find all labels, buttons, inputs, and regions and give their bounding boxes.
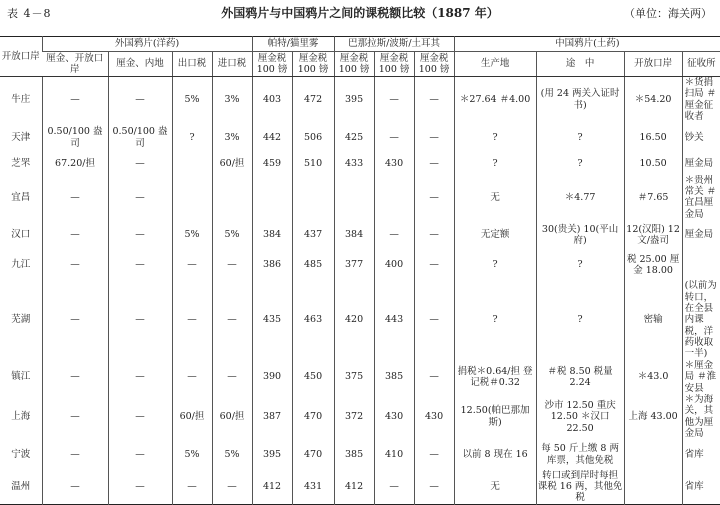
cell-e: 403 [252, 77, 292, 123]
cell-origin: 12.50(帕巴那加斯) [454, 394, 536, 440]
cell-c: 5% [172, 440, 212, 470]
cell-a: — [42, 220, 108, 250]
cell-port: 温州 [11, 480, 31, 492]
cell-port: 牛庄 [11, 94, 31, 106]
table-body [0, 77, 720, 505]
header-export-tax: 出口税 [172, 52, 212, 77]
table-row [0, 153, 720, 175]
cell-h: — [374, 220, 414, 250]
cell-h: 430 [374, 153, 414, 175]
table-row [0, 220, 720, 250]
header-benares-lijin3: 厘金税100 镑 [414, 52, 454, 77]
cell-collector: ＊厘金局 ＃淮安县 [682, 360, 720, 394]
cell-a: — [42, 280, 108, 360]
cell-f: 472 [292, 77, 334, 123]
cell-b: — [108, 360, 172, 394]
cell-i: — [414, 175, 454, 221]
cell-e: 390 [252, 360, 292, 394]
cell-d: 5% [212, 440, 252, 470]
cell-openport: 税 25.00 厘金 18.00 [624, 250, 682, 280]
cell-a: 67.20/担 [42, 153, 108, 175]
cell-c: 60/担 [172, 394, 212, 440]
tax-comparison-table [0, 36, 720, 505]
cell-e: 412 [252, 470, 292, 505]
cell-port: 上海 [11, 411, 31, 423]
cell-origin: ? [454, 250, 536, 280]
cell-d: — [212, 250, 252, 280]
cell-port: 芜湖 [11, 314, 31, 326]
cell-collector: 省库 [682, 470, 720, 505]
cell-c: — [172, 470, 212, 505]
header-lijin-port: 厘金、开放口岸 [42, 52, 108, 77]
cell-transit: (用 24 两关入证时书) [536, 77, 624, 123]
table-caption [0, 0, 720, 22]
cell-collector: 厘金局 [682, 153, 720, 175]
cell-origin: ? [454, 123, 536, 153]
header-port: 开放口岸 [0, 37, 42, 77]
table-row [0, 440, 720, 470]
cell-b: — [108, 394, 172, 440]
cell-g: 375 [334, 360, 374, 394]
cell-g: 384 [334, 220, 374, 250]
cell-d: 5% [212, 220, 252, 250]
cell-openport: 16.50 [624, 123, 682, 153]
header-collector: 征收所 [682, 52, 720, 77]
cell-h: — [374, 470, 414, 505]
cell-origin: 无定额 [454, 220, 536, 250]
header-lijin-inland: 厘金、内地 [108, 52, 172, 77]
cell-g: 425 [334, 123, 374, 153]
table-row [0, 250, 720, 280]
cell-g: 412 [334, 470, 374, 505]
cell-g: 420 [334, 280, 374, 360]
cell-openport: 10.50 [624, 153, 682, 175]
cell-f: 463 [292, 280, 334, 360]
cell-e: 442 [252, 123, 292, 153]
cell-i: — [414, 280, 454, 360]
cell-h: 430 [374, 394, 414, 440]
cell-a: — [42, 77, 108, 123]
cell-collector: ＊货捐扫局 ＃厘金征收者 [682, 77, 720, 123]
cell-openport: 密输 [624, 280, 682, 360]
cell-f: 437 [292, 220, 334, 250]
cell-i: — [414, 250, 454, 280]
cell-origin: 无 [454, 175, 536, 221]
cell-collector: 厘金局 [682, 220, 720, 250]
cell-origin: 以前 8 现在 16 [454, 440, 536, 470]
cell-d: 60/担 [212, 153, 252, 175]
table-row [0, 280, 720, 360]
cell-h: — [374, 123, 414, 153]
cell-b: — [108, 175, 172, 221]
cell-d: — [212, 280, 252, 360]
cell-transit: ? [536, 250, 624, 280]
cell-b: — [108, 153, 172, 175]
header-patna-lijin: 厘金税100 镑 [252, 52, 292, 77]
cell-i: — [414, 77, 454, 123]
cell-transit: 沙市 12.50 重庆 12.50 ＊汉口 22.50 [536, 394, 624, 440]
cell-origin: 无 [454, 470, 536, 505]
cell-f: 470 [292, 394, 334, 440]
cell-openport: 12(汉阳) 12 文/盎司 [624, 220, 682, 250]
cell-e: 435 [252, 280, 292, 360]
header-benares-lijin2: 厘金税100 镑 [374, 52, 414, 77]
cell-c: — [172, 280, 212, 360]
cell-c: — [172, 360, 212, 394]
cell-b: — [108, 280, 172, 360]
cell-h: 410 [374, 440, 414, 470]
cell-collector: ＊贵州常关 ＃宜昌厘金局 [682, 175, 720, 221]
cell-i: — [414, 360, 454, 394]
table-number: 表 4－8 [7, 7, 52, 20]
cell-b: 0.50/100 盎司 [108, 123, 172, 153]
cell-g: 395 [334, 77, 374, 123]
header-patna-lijin2: 厘金税100 镑 [292, 52, 334, 77]
header-foreign: 外国鸦片(洋药) [42, 37, 252, 52]
cell-i: — [414, 220, 454, 250]
cell-a: 0.50/100 盎司 [42, 123, 108, 153]
cell-a: — [42, 470, 108, 505]
table-row [0, 77, 720, 123]
cell-e: 395 [252, 440, 292, 470]
cell-f [292, 175, 334, 221]
cell-f: 506 [292, 123, 334, 153]
cell-transit: ? [536, 123, 624, 153]
cell-a: — [42, 360, 108, 394]
cell-g: 385 [334, 440, 374, 470]
cell-a: — [42, 250, 108, 280]
cell-i: — [414, 123, 454, 153]
cell-f: 470 [292, 440, 334, 470]
cell-d: — [212, 470, 252, 505]
cell-i: — [414, 470, 454, 505]
cell-transit: 30(贵关) 10(平山府) [536, 220, 624, 250]
cell-origin: ＊27.64 ＃4.00 [454, 77, 536, 123]
cell-c [172, 175, 212, 221]
table-row [0, 360, 720, 394]
cell-g: 372 [334, 394, 374, 440]
cell-b: — [108, 220, 172, 250]
cell-b: — [108, 440, 172, 470]
table-row [0, 394, 720, 440]
cell-port: 汉口 [11, 229, 31, 241]
table-unit: （单位：海关两） [624, 7, 712, 20]
cell-i: — [414, 153, 454, 175]
cell-c: 5% [172, 220, 212, 250]
table-row [0, 470, 720, 505]
cell-port: 芝罘 [11, 157, 31, 169]
cell-f: 450 [292, 360, 334, 394]
cell-e: 459 [252, 153, 292, 175]
cell-port: 镇江 [11, 371, 31, 383]
cell-collector: (以前为转口，在全县内课税，洋药收取一半) [682, 280, 720, 360]
cell-g [334, 175, 374, 221]
cell-openport: 上海 43.00 [624, 394, 682, 440]
cell-b: — [108, 77, 172, 123]
cell-openport [624, 470, 682, 505]
cell-a: — [42, 394, 108, 440]
cell-e: 387 [252, 394, 292, 440]
cell-transit: ＊4.77 [536, 175, 624, 221]
cell-openport: ＊54.20 [624, 77, 682, 123]
header-transit: 途 中 [536, 52, 624, 77]
cell-collector: 省库 [682, 440, 720, 470]
cell-c: 5% [172, 77, 212, 123]
cell-d: 3% [212, 77, 252, 123]
cell-openport: ＊43.0 [624, 360, 682, 394]
cell-collector [682, 250, 720, 280]
cell-collector: ＊为海关，其他为厘金局 [682, 394, 720, 440]
header-benares-lijin: 厘金税100 镑 [334, 52, 374, 77]
cell-b: — [108, 250, 172, 280]
cell-f: 431 [292, 470, 334, 505]
cell-h: 385 [374, 360, 414, 394]
header-patna: 帕特/猫里雾 [252, 37, 334, 52]
cell-h [374, 175, 414, 221]
table-row [0, 123, 720, 153]
header-open-port: 开放口岸 [624, 52, 682, 77]
cell-h: 443 [374, 280, 414, 360]
cell-d [212, 175, 252, 221]
cell-openport [624, 440, 682, 470]
cell-transit: 转口或到岸时每担 课税 16 两，其他免税 [537, 469, 623, 504]
cell-f: 485 [292, 250, 334, 280]
cell-h: 400 [374, 250, 414, 280]
header-benares: 巴那拉斯/波斯/土耳其 [334, 37, 454, 52]
header-import-tax: 进口税 [212, 52, 252, 77]
cell-origin: ? [454, 280, 536, 360]
cell-g: 377 [334, 250, 374, 280]
cell-c [172, 153, 212, 175]
cell-origin: 捐税＊0.64/担 登记税＃0.32 [454, 360, 536, 394]
cell-i: 430 [414, 394, 454, 440]
cell-c: ? [172, 123, 212, 153]
cell-transit: ? [536, 153, 624, 175]
cell-transit: 每 50 斤上缴 8 两 库票，其他免税 [536, 440, 624, 470]
cell-openport: ＃7.65 [624, 175, 682, 221]
table-row [0, 175, 720, 221]
cell-c: — [172, 250, 212, 280]
cell-a: — [42, 440, 108, 470]
cell-origin: ? [454, 153, 536, 175]
cell-g: 433 [334, 153, 374, 175]
cell-a: — [42, 175, 108, 221]
cell-d: — [212, 360, 252, 394]
cell-f: 510 [292, 153, 334, 175]
cell-port: 宁波 [11, 448, 31, 460]
cell-transit: ? [536, 280, 624, 360]
cell-b: — [108, 470, 172, 505]
cell-port: 天津 [11, 131, 31, 143]
cell-e [252, 175, 292, 221]
header-chinese: 中国鸦片(土药) [454, 37, 720, 52]
cell-port: 九江 [11, 259, 31, 271]
header-origin: 生产地 [454, 52, 536, 77]
cell-i: — [414, 440, 454, 470]
cell-d: 3% [212, 123, 252, 153]
cell-e: 384 [252, 220, 292, 250]
cell-collector: 钞关 [682, 123, 720, 153]
cell-transit: ＃税 8.50 税量 2.24 [536, 360, 624, 394]
table-title: 外国鸦片与中国鸦片之间的课税额比较（1887 年） [221, 6, 499, 20]
cell-h: — [374, 77, 414, 123]
cell-d: 60/担 [212, 394, 252, 440]
cell-e: 386 [252, 250, 292, 280]
cell-port: 宜昌 [11, 191, 31, 203]
